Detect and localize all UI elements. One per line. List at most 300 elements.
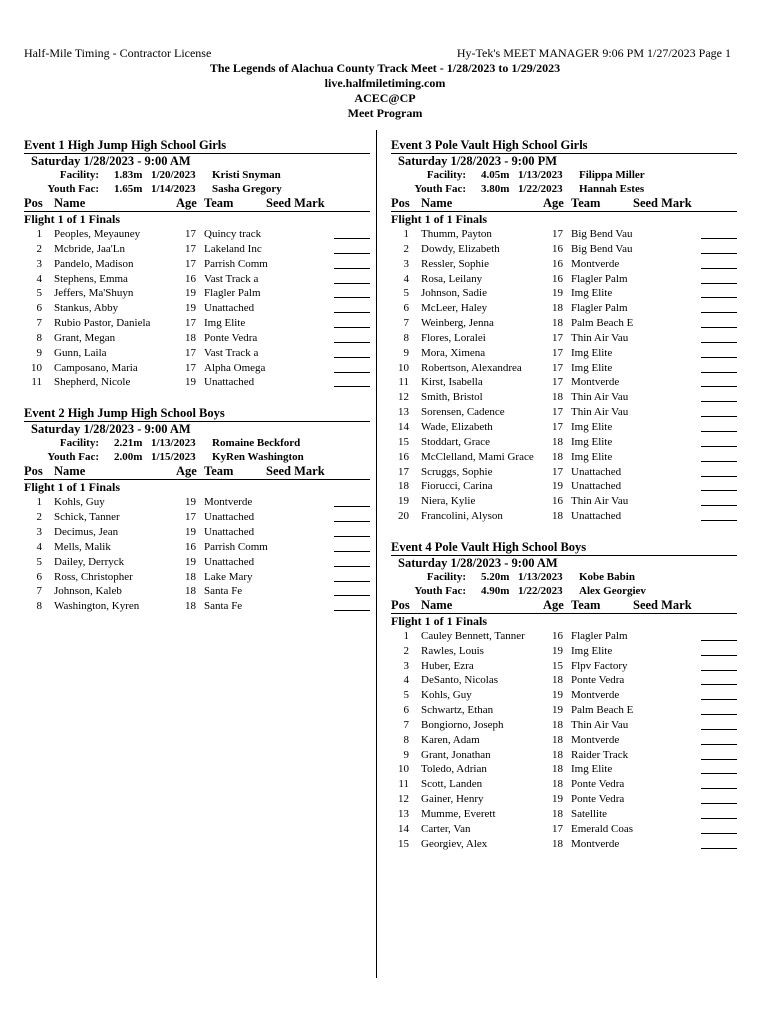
entry-team: Img Elite <box>571 420 613 433</box>
entry-age: 18 <box>552 733 563 746</box>
entry-name: Flores, Loralei <box>421 331 486 344</box>
entry-name: Jeffers, Ma'Shuyn <box>54 287 134 300</box>
entry-pos: 4 <box>403 674 409 687</box>
entry-row <box>391 659 737 674</box>
entry-name: Gainer, Henry <box>421 793 484 806</box>
entry-age: 17 <box>552 465 563 478</box>
entry-row <box>24 495 370 510</box>
entry-age: 18 <box>552 748 563 761</box>
seed-mark-blank <box>334 327 370 328</box>
entry-age: 19 <box>185 302 196 315</box>
header-team: Team <box>204 196 234 210</box>
entry-name: Grant, Megan <box>54 331 116 344</box>
record-date: 1/20/2023 <box>151 169 196 181</box>
event-title: Event 4 Pole Vault High School Boys <box>391 540 737 556</box>
seed-mark-blank <box>701 520 737 521</box>
entry-age: 19 <box>185 287 196 300</box>
entry-pos: 7 <box>36 317 42 330</box>
seed-mark-blank <box>701 818 737 819</box>
entry-team: Ponte Vedra <box>204 331 258 344</box>
entry-team: Montverde <box>571 733 620 746</box>
header-seed-mark: Seed Mark <box>266 196 325 210</box>
entry-team: Img Elite <box>204 317 246 330</box>
entry-pos: 8 <box>403 733 409 746</box>
entry-row <box>391 703 737 718</box>
entry-pos: 2 <box>403 644 409 657</box>
entry-name: Stephens, Emma <box>54 272 128 285</box>
entry-age: 17 <box>185 317 196 330</box>
record-label: Facility: <box>59 437 99 450</box>
entry-row <box>24 584 370 599</box>
seed-mark-blank <box>701 788 737 789</box>
entry-age: 18 <box>552 808 563 820</box>
entry-team: Unattached <box>571 510 622 523</box>
event-session: Saturday 1/28/2023 - 9:00 AM <box>31 154 191 168</box>
entry-pos: 15 <box>398 435 409 448</box>
record-mark: 1.83m <box>114 169 143 181</box>
event-block <box>391 138 737 524</box>
entry-row <box>391 465 737 480</box>
header-seed-mark: Seed Mark <box>633 597 692 612</box>
entry-name: Rubio Pastor, Daniela <box>54 317 151 330</box>
entry-pos: 7 <box>403 718 409 731</box>
entry-age: 18 <box>552 510 563 523</box>
header-name: Name <box>421 597 453 612</box>
entry-team: Flagler Palm <box>571 272 628 285</box>
entry-pos: 12 <box>398 793 409 806</box>
record-label: Facility: <box>426 169 466 181</box>
entry-team: Img Elite <box>571 287 613 300</box>
record-date: 1/13/2023 <box>518 570 563 583</box>
entry-name: Pandelo, Madison <box>54 257 134 270</box>
flight-label: Flight 1 of 1 Finals <box>24 480 121 495</box>
seed-mark-blank <box>701 283 737 284</box>
entry-row <box>391 227 737 242</box>
entry-row <box>24 540 370 555</box>
entry-age: 18 <box>552 778 563 791</box>
entry-team: Img Elite <box>571 361 613 374</box>
record-date: 1/15/2023 <box>151 451 196 464</box>
entry-age: 19 <box>552 704 563 717</box>
entry-team: Big Bend Vau <box>571 228 633 240</box>
entry-name: Wade, Elizabeth <box>421 420 493 433</box>
header-age: Age <box>543 196 564 210</box>
entry-name: Niera, Kylie <box>421 495 476 508</box>
entry-row <box>391 450 737 465</box>
entry-age: 17 <box>552 420 563 433</box>
seed-mark-blank <box>701 431 737 432</box>
seed-mark-blank <box>334 566 370 567</box>
header-seed-mark: Seed Mark <box>633 196 692 210</box>
header-name: Name <box>54 464 86 479</box>
entry-age: 18 <box>552 317 563 330</box>
entry-age: 16 <box>552 257 563 270</box>
entry-pos: 8 <box>36 331 42 344</box>
entry-pos: 15 <box>398 837 409 850</box>
entry-pos: 3 <box>36 257 42 270</box>
seed-mark-blank <box>334 342 370 343</box>
entry-row <box>24 570 370 585</box>
seed-mark-blank <box>701 297 737 298</box>
entry-pos: 3 <box>403 659 409 672</box>
record-row <box>391 584 737 598</box>
entry-age: 18 <box>185 585 196 598</box>
event-title: Event 3 Pole Vault High School Girls <box>391 138 737 154</box>
seed-mark-blank <box>701 342 737 343</box>
entry-row <box>24 361 370 376</box>
entry-age: 19 <box>185 496 196 509</box>
entry-age: 19 <box>552 287 563 300</box>
entry-name: Rosa, Leilany <box>421 272 483 285</box>
entry-pos: 16 <box>398 450 409 463</box>
entry-pos: 9 <box>403 748 409 761</box>
entry-pos: 14 <box>398 822 409 835</box>
seed-mark-blank <box>701 357 737 358</box>
seed-mark-blank <box>334 372 370 373</box>
entry-row <box>24 301 370 316</box>
seed-mark-blank <box>701 416 737 417</box>
record-holder: Alex Georgiev <box>579 584 646 597</box>
entry-pos: 20 <box>398 510 409 523</box>
header-team: Team <box>571 597 601 612</box>
entry-pos: 6 <box>403 704 409 717</box>
seed-mark-blank <box>334 312 370 313</box>
entry-pos: 1 <box>36 228 42 240</box>
header-pos: Pos <box>24 464 43 479</box>
entry-age: 17 <box>552 361 563 374</box>
seed-mark-blank <box>701 490 737 491</box>
entry-name: Camposano, Maria <box>54 361 138 374</box>
entry-row <box>24 599 370 614</box>
entry-name: Mumme, Everett <box>421 808 496 820</box>
seed-mark-blank <box>701 803 737 804</box>
entry-age: 19 <box>552 689 563 702</box>
seed-mark-blank <box>334 238 370 239</box>
seed-mark-blank <box>334 521 370 522</box>
entry-team: Quincy track <box>204 228 262 240</box>
event-block <box>24 138 370 390</box>
entry-age: 17 <box>185 361 196 374</box>
entry-pos: 13 <box>398 406 409 419</box>
entry-team: Unattached <box>571 480 622 493</box>
header-license: Half-Mile Timing - Contractor License <box>24 46 212 60</box>
entry-age: 17 <box>185 228 196 240</box>
seed-mark-blank <box>701 833 737 834</box>
seed-mark-blank <box>701 744 737 745</box>
entry-pos: 12 <box>398 391 409 404</box>
seed-mark-blank <box>701 640 737 641</box>
seed-mark-blank <box>701 714 737 715</box>
entry-name: Johnson, Kaleb <box>54 585 122 598</box>
entry-row <box>391 777 737 792</box>
seed-mark-blank <box>701 253 737 254</box>
entry-name: Schick, Tanner <box>54 511 120 524</box>
seed-mark-blank <box>701 699 737 700</box>
record-date: 1/13/2023 <box>518 169 563 181</box>
entry-name: Rawles, Louis <box>421 644 484 657</box>
entry-row <box>24 510 370 525</box>
seed-mark-blank <box>701 670 737 671</box>
meet-website: live.halfmiletiming.com <box>324 76 446 90</box>
entry-pos: 2 <box>36 242 42 255</box>
record-row <box>24 436 370 450</box>
entry-row <box>24 555 370 570</box>
entry-age: 17 <box>552 331 563 344</box>
entry-age: 17 <box>185 346 196 359</box>
entry-team: Montverde <box>571 689 620 702</box>
entry-name: Georgiev, Alex <box>421 837 488 850</box>
column-headers <box>24 196 370 212</box>
entry-row <box>391 792 737 807</box>
seed-mark-blank <box>334 253 370 254</box>
entry-name: Cauley Bennett, Tanner <box>421 629 525 642</box>
meet-organization: ACEC@CP <box>354 91 416 105</box>
entry-row <box>391 257 737 272</box>
entry-pos: 6 <box>36 302 42 315</box>
record-holder: Romaine Beckford <box>212 437 301 450</box>
entry-team: Ponte Vedra <box>571 778 625 791</box>
seed-mark-blank <box>701 476 737 477</box>
entry-age: 18 <box>552 391 563 404</box>
right-column <box>391 138 737 852</box>
entry-age: 18 <box>552 718 563 731</box>
entry-team: Big Bend Vau <box>571 242 633 255</box>
column-headers <box>24 464 370 480</box>
entry-row <box>391 688 737 703</box>
entry-pos: 10 <box>31 361 42 374</box>
entry-name: Mells, Malik <box>54 540 111 553</box>
seed-mark-blank <box>701 268 737 269</box>
entry-pos: 1 <box>403 629 409 642</box>
column-headers <box>391 196 737 212</box>
entry-team: Img Elite <box>571 346 613 359</box>
entry-row <box>24 242 370 257</box>
entry-age: 17 <box>185 511 196 524</box>
entry-pos: 3 <box>403 257 409 270</box>
seed-mark-blank <box>701 684 737 685</box>
record-mark: 4.05m <box>481 169 510 181</box>
entry-row <box>391 733 737 748</box>
entry-pos: 11 <box>31 376 42 389</box>
entry-pos: 9 <box>403 346 409 359</box>
entry-name: Kirst, Isabella <box>421 376 483 389</box>
entry-name: Carter, Van <box>421 822 471 835</box>
entry-age: 16 <box>552 242 563 255</box>
entry-age: 19 <box>552 644 563 657</box>
entry-team: Raider Track <box>571 748 629 761</box>
entry-team: Lakeland Inc <box>204 242 262 255</box>
entry-row <box>391 822 737 837</box>
entry-pos: 6 <box>36 570 42 583</box>
entry-team: Montverde <box>204 496 253 509</box>
record-label: Youth Fac: <box>47 183 99 195</box>
entry-row <box>391 346 737 361</box>
entry-name: Ross, Christopher <box>54 570 133 583</box>
entry-age: 18 <box>185 331 196 344</box>
entry-pos: 13 <box>398 808 409 820</box>
entry-team: Unattached <box>204 555 255 568</box>
header-seed-mark: Seed Mark <box>266 464 325 479</box>
record-row <box>391 168 737 182</box>
flight-label: Flight 1 of 1 Finals <box>391 212 488 226</box>
entry-pos: 1 <box>36 496 42 509</box>
entry-team: Flpv Factory <box>571 659 628 672</box>
seed-mark-blank <box>334 268 370 269</box>
entry-team: Parrish Comm <box>204 540 268 553</box>
entry-name: Fiorucci, Carina <box>421 480 493 493</box>
entry-age: 19 <box>185 376 196 389</box>
entry-name: Kohls, Guy <box>54 496 105 509</box>
entry-pos: 10 <box>398 361 409 374</box>
entry-row <box>391 316 737 331</box>
seed-mark-blank <box>701 386 737 387</box>
entry-age: 18 <box>185 600 196 613</box>
entry-name: Stankus, Abby <box>54 302 119 315</box>
entry-age: 18 <box>552 302 563 315</box>
entry-age: 19 <box>185 555 196 568</box>
entry-name: Stoddart, Grace <box>421 435 491 448</box>
event-block <box>24 406 370 614</box>
entry-team: Vast Track a <box>204 346 259 359</box>
flight-label: Flight 1 of 1 Finals <box>391 613 488 628</box>
seed-mark-blank <box>701 372 737 373</box>
entry-team: Flagler Palm <box>571 629 628 642</box>
entry-row <box>391 837 737 852</box>
meet-program-label: Meet Program <box>347 106 423 120</box>
entry-age: 18 <box>552 435 563 448</box>
header-name: Name <box>421 196 453 210</box>
entry-pos: 5 <box>403 689 409 702</box>
entry-name: Dailey, Derryck <box>54 555 125 568</box>
entry-row <box>391 375 737 390</box>
header-age: Age <box>543 597 564 612</box>
flight-label: Flight 1 of 1 Finals <box>24 212 121 226</box>
entry-pos: 3 <box>36 525 42 538</box>
header-age: Age <box>176 196 197 210</box>
seed-mark-blank <box>334 581 370 582</box>
entry-pos: 8 <box>403 331 409 344</box>
entry-row <box>391 361 737 376</box>
record-label: Youth Fac: <box>47 451 99 464</box>
record-row <box>24 182 370 196</box>
entry-name: McClelland, Mami Grace <box>421 450 534 463</box>
event-title: Event 2 High Jump High School Boys <box>24 406 370 422</box>
entry-team: Img Elite <box>571 763 613 776</box>
entry-row <box>24 346 370 361</box>
entry-row <box>24 227 370 242</box>
entry-age: 18 <box>552 837 563 850</box>
entry-pos: 4 <box>36 272 42 285</box>
record-label: Facility: <box>426 570 466 583</box>
seed-mark-blank <box>701 729 737 730</box>
record-holder: Hannah Estes <box>579 183 645 195</box>
entry-age: 16 <box>552 495 563 508</box>
seed-mark-blank <box>701 238 737 239</box>
entry-name: Karen, Adam <box>421 733 480 746</box>
entry-row <box>24 316 370 331</box>
entry-row <box>391 762 737 777</box>
seed-mark-blank <box>334 551 370 552</box>
entry-row <box>391 718 737 733</box>
entry-team: Flagler Palm <box>204 287 261 300</box>
entry-age: 16 <box>552 272 563 285</box>
entry-pos: 11 <box>398 778 409 791</box>
header-pos: Pos <box>391 196 410 210</box>
entry-team: Img Elite <box>571 435 613 448</box>
seed-mark-blank <box>701 505 737 506</box>
entry-name: Francolini, Alyson <box>421 510 503 523</box>
record-holder: Sasha Gregory <box>212 183 282 195</box>
entry-team: Img Elite <box>571 644 613 657</box>
entry-row <box>391 509 737 524</box>
entry-team: Santa Fe <box>204 585 243 598</box>
entry-team: Palm Beach E <box>571 317 634 330</box>
entry-age: 17 <box>552 346 563 359</box>
entry-row <box>391 494 737 509</box>
record-mark: 1.65m <box>114 183 143 195</box>
entry-team: Thin Air Vau <box>571 495 629 508</box>
entry-row <box>391 242 737 257</box>
entry-name: Robertson, Alexandrea <box>421 361 522 374</box>
entry-age: 17 <box>552 376 563 389</box>
header-name: Name <box>54 196 86 210</box>
entry-name: Kohls, Guy <box>421 689 472 702</box>
entry-team: Unattached <box>204 525 255 538</box>
entry-name: Ressler, Sophie <box>421 257 489 270</box>
seed-mark-blank <box>334 595 370 596</box>
entry-team: Img Elite <box>571 450 613 463</box>
event-session: Saturday 1/28/2023 - 9:00 AM <box>398 555 558 570</box>
entry-team: Unattached <box>204 511 255 524</box>
seed-mark-blank <box>334 506 370 507</box>
seed-mark-blank <box>701 327 737 328</box>
seed-mark-blank <box>334 297 370 298</box>
entry-team: Flagler Palm <box>571 302 628 315</box>
record-row <box>24 450 370 464</box>
seed-mark-blank <box>334 610 370 611</box>
entry-age: 16 <box>185 272 196 285</box>
entry-pos: 8 <box>36 600 42 613</box>
entry-team: Unattached <box>204 302 255 315</box>
record-row <box>391 182 737 196</box>
entry-team: Santa Fe <box>204 600 243 613</box>
record-mark: 5.20m <box>481 570 510 583</box>
entry-pos: 7 <box>403 317 409 330</box>
column-headers <box>391 598 737 614</box>
entry-name: Mcbride, Jaa'Ln <box>54 242 126 255</box>
seed-mark-blank <box>701 773 737 774</box>
entry-row <box>24 257 370 272</box>
entry-age: 17 <box>185 257 196 270</box>
entry-pos: 5 <box>36 555 42 568</box>
seed-mark-blank <box>334 386 370 387</box>
entry-name: Grant, Jonathan <box>421 748 491 761</box>
entry-name: Gunn, Laila <box>54 346 107 359</box>
entry-team: Satellite <box>571 808 608 820</box>
entry-age: 16 <box>552 629 563 642</box>
seed-mark-blank <box>334 536 370 537</box>
entry-age: 18 <box>552 763 563 776</box>
entry-name: Shepherd, Nicole <box>54 376 131 389</box>
entry-row <box>391 420 737 435</box>
entry-name: DeSanto, Nicolas <box>421 674 498 687</box>
event-session: Saturday 1/28/2023 - 9:00 PM <box>398 154 558 168</box>
entry-pos: 1 <box>403 228 409 240</box>
record-mark: 4.90m <box>481 584 510 597</box>
entry-team: Unattached <box>571 465 622 478</box>
header-team: Team <box>571 196 601 210</box>
entry-age: 17 <box>552 822 563 835</box>
